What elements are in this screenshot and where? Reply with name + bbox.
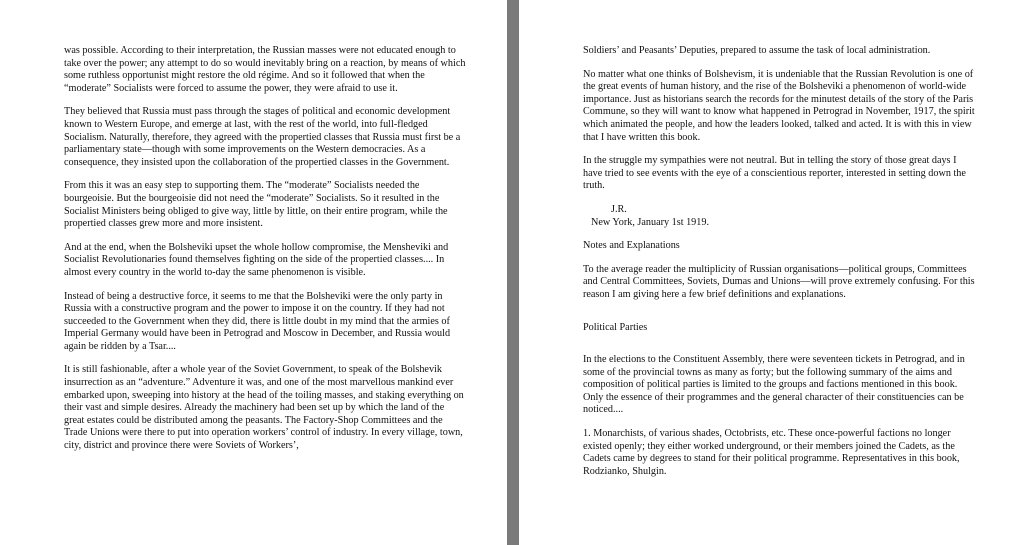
left-paragraph-6: It is still fashionable, after a whole year of the Soviet Government, to speak of the Bolshevik insurrection as an “adventure.” Adventure it was, and one of the most marvellous mankind ever embarked upon, sweeping into history at the head of the toiling masses, and staking everything on their vast and simple desires. Already the machinery had been set up by which the land of the great estates could be distributed among the peasants. The Factory-Shop Committees and the Trade Unions were there to put into operation workers’ control of industry. In every village, town, city, district and province there were Soviets of Workers’, <box>64 364 464 452</box>
parties-paragraph-2: 1. Monarchists, of various shades, Octobrists, etc. These once-powerful factions no longer existed openly; they either worked underground, or their members joined the Cadets, as the Cadets came by degrees to stand for their political programme. Representatives in this book, Rodzianko, Shulgin. <box>583 428 960 477</box>
right-paragraph-3: In the struggle my sympathies were not neutral. But in telling the story of those great days I have tried to see events with the eye of a conscientious reporter, interested in setting down the truth. <box>583 155 966 192</box>
signature-block <box>583 204 976 229</box>
notes-heading: Notes and Explanations <box>583 240 680 252</box>
notes-paragraph: To the average reader the multiplicity of Russian organisations—political groups, Committees and Central Committees, Soviets, Dumas and Unions—will prove extremely confusing. For this reason I am giving here a few brief definitions and explanations. <box>583 263 975 300</box>
right-paragraph-2: No matter what one thinks of Bolshevism, it is undeniable that the Russian Revolution is one of the great events of human history, and the rise of the Bolsheviki a phenomenon of world-wide importance. Just as historians search the records for the minutest details of the story of the Paris Commune, so they will want to know what happened in Petrograd in November, 1917, the spirit which animated the people, and how the leaders looked, talked and acted. It is with this in view that I have written this book. <box>583 68 975 143</box>
right-paragraph-1: Soldiers’ and Peasants’ Deputies, prepared to assume the task of local administration. <box>583 45 931 56</box>
signature-place-date: New York, January 1st 1919. <box>591 216 710 228</box>
left-paragraph-2: They believed that Russia must pass through the stages of political and economic development known to Western Europe, and emerge at last, with the rest of the world, into full-fledged Socialism. Naturally, therefore, they agreed with the propertied classes that Russia must first be a parliamentary state—though with some improvements on the Western democracies. As a consequence, they insisted upon the collaboration of the propertied classes in the Government. <box>64 106 461 168</box>
left-page <box>0 0 507 545</box>
parties-heading: Political Parties <box>583 321 648 333</box>
left-paragraph-4: And at the end, when the Bolsheviki upset the whole hollow compromise, the Mensheviki and Socialist Revolutionaries found themselves fighting on the side of the propertied classes.... In almost every country in the world to-day the same phenomenon is visible. <box>64 241 449 278</box>
left-paragraph-3: From this it was an easy step to supporting them. The “moderate” Socialists needed the bourgeoisie. But the bourgeoisie did not need the “moderate” Socialists. So it resulted in the Socialist Ministers being obliged to give way, little by little, on their entire program, while the propertied classes grew more and more insistent. <box>64 180 448 230</box>
parties-paragraph-1: In the elections to the Constituent Assembly, there were seventeen tickets in Petrograd, and in some of the provincial towns as many as forty; but the following summary of the aims and composition of political parties is limited to the groups and factions mentioned in this book. Only the essence of their programmes and the general character of their constituencies can be noticed.... <box>583 354 965 416</box>
right-page <box>519 0 1024 545</box>
page-gutter <box>507 0 519 545</box>
left-paragraph-1: was possible. According to their interpretation, the Russian masses were not educated enough to take over the power; any attempt to do so would inevitably bring on a reaction, by means of which some ruthless opportunist might restore the old régime. And so it followed that when the “moderate” Socialists were forced to assume the power, they were afraid to use it. <box>64 45 466 94</box>
signature-initials: J.R. <box>611 203 627 215</box>
left-paragraph-5: Instead of being a destructive force, it seems to me that the Bolsheviki were the only party in Russia with a constructive program and the power to impose it on the country. If they had not succeeded to the Government when they did, there is little doubt in my mind that the armies of Imperial Germany would have been in Petrograd and Moscow in December, and Russia would again be ridden by a Tsar.... <box>64 290 451 352</box>
